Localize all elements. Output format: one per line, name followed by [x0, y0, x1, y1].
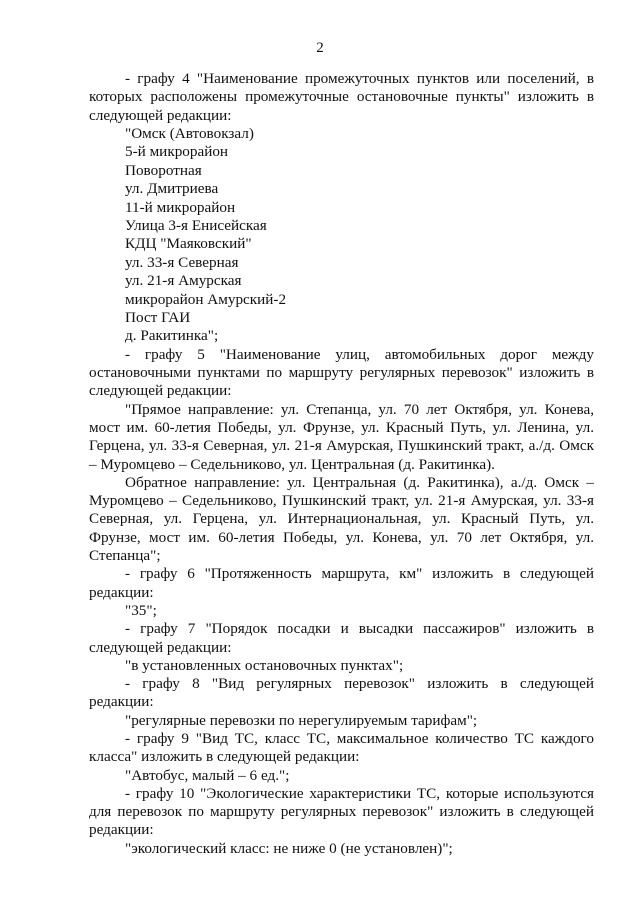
paragraph-column-6-value: "35"; [125, 601, 157, 619]
stop-item: "Омск (Автовокзал) [125, 124, 254, 142]
stop-item: ул. 21-я Амурская [125, 272, 242, 290]
paragraph-column-9-value: "Автобус, малый – 6 ед."; [125, 766, 290, 784]
stop-item: 5-й микрорайон [125, 143, 229, 161]
page-number: 2 [316, 40, 324, 56]
stop-item: ул. 33-я Северная [125, 253, 239, 271]
stop-item: Улица 3-я Енисейская [125, 216, 267, 234]
stop-item: Поворотная [125, 161, 202, 179]
document-body [89, 70, 594, 858]
paragraph-column-4: - графу 4 "Наименование промежуточных пунктов или поселений, в которых расположены промежуточные остановочные пункты" изложить в следующей редакции: [89, 70, 594, 124]
stop-item: ул. Дмитриева [125, 180, 219, 198]
paragraph-column-7-value: "в установленных остановочных пунктах"; [125, 656, 404, 674]
paragraph-column-10: - графу 10 "Экологические характеристики ТС, которые используются для перевозок по маршруту регулярных перевозок" изложить в следующей редакции: [89, 784, 594, 839]
paragraph-forward-direction: "Прямое направление: ул. Степанца, ул. 70 лет Октября, ул. Конева, мост им. 60-летия Победы, ул. Фрунзе, ул. Красный Путь, ул. Ленина, ул. Герцена, ул. 33-я Северная, ул. 21-я Амурская, Пушкинский тракт, а./д. Омск – Муромцево – Седельниково, ул. Центральная (д. Ракитинка). [89, 400, 594, 473]
paragraph-column-9: - графу 9 "Вид ТС, класс ТС, максимальное количество ТС каждого класса" изложить в следующей редакции: [89, 730, 594, 766]
paragraph-column-8-value: "регулярные перевозки по нерегулируемым тарифам"; [125, 711, 478, 729]
stop-item: микрорайон Амурский-2 [125, 290, 287, 308]
paragraph-column-5: - графу 5 "Наименование улиц, автомобильных дорог между остановочными пунктами по маршруту регулярных перевозок" изложить в следующей редакции: [89, 345, 594, 400]
stop-item: КДЦ "Маяковский" [125, 235, 252, 253]
stop-item: 11-й микрорайон [125, 198, 236, 216]
paragraph-column-10-value: "экологический класс: не ниже 0 (не установлен)"; [125, 839, 453, 857]
paragraph-reverse-direction: Обратное направление: ул. Центральная (д. Ракитинка), а./д. Омск – Муромцево – Седельниково, Пушкинский тракт, ул. 21-я Амурская, ул. 33-я Северная, ул. Герцена, ул. Интернациональная, ул. Красный Путь, ул. Фрунзе, мост им. 60-летия Победы, ул. Конева, ул. 70 лет Октября, ул. Степанца"; [89, 473, 594, 565]
stop-item: Пост ГАИ [125, 308, 191, 326]
paragraph-column-6: - графу 6 "Протяженность маршрута, км" изложить в следующей редакции: [89, 565, 594, 601]
stop-item: д. Ракитинка"; [125, 327, 219, 345]
paragraph-column-8: - графу 8 "Вид регулярных перевозок" изложить в следующей редакции: [89, 675, 594, 711]
stops-list [89, 125, 594, 346]
paragraph-column-7: - графу 7 "Порядок посадки и высадки пассажиров" изложить в следующей редакции: [89, 620, 594, 656]
